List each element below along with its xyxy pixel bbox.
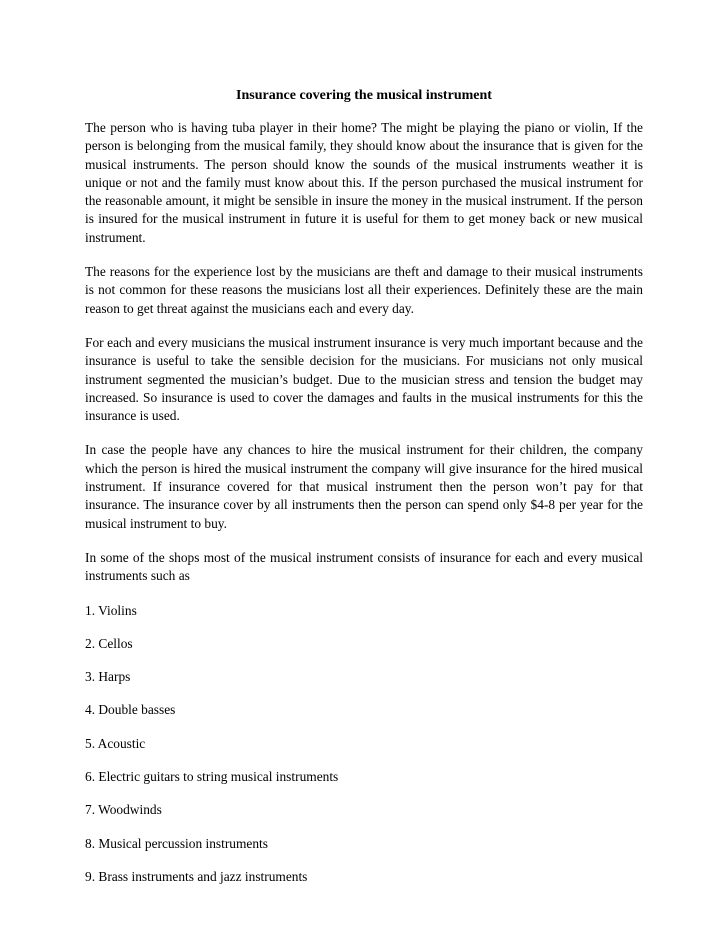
list-item-double-basses: 4. Double basses (85, 702, 176, 718)
paragraph-insurance-importance: For each and every musicians the musical instrument insurance is very much important because and the insurance is useful to take the sensible decision for the musicians. For musicians not only musical instrument segmented the musician’s budget. Due to the musician stress and tension the budget may increased. So insurance is used to cover the damages and faults in the musical instruments for this the insurance is used. (85, 334, 643, 424)
list-item-electric-guitars: 6. Electric guitars to string musical instruments (85, 769, 339, 785)
document-page (85, 86, 643, 901)
paragraph-hire-instrument: In case the people have any chances to hire the musical instrument for their children, the company which the person is hired the musical instrument the company will give insurance for the hired musical instrument. If insurance covered for that musical instrument then the person won’t pay for that insurance. The insurance cover by all instruments then the person can spend only $4-8 per year for the musical instrument to buy. (85, 442, 643, 531)
document-title: Insurance covering the musical instrument (236, 88, 492, 103)
paragraph-tuba-intro: The person who is having tuba player in their home? The might be playing the piano or violin, If the person is belonging from the musical family, they should know about the insurance that is given for the musical instruments. The person should know the sounds of the musical instruments weather it is unique or not and the family must know about this. If the person purchased the musical instrument for the reasonable amount, it might be sensible in insure the money in the musical instrument. If the person is insured for the musical instrument in future it is useful for them to get money back or new musical instrument. (85, 120, 643, 245)
list-item-percussion: 8. Musical percussion instruments (85, 835, 268, 851)
list-item-acoustic: 5. Acoustic (85, 735, 146, 751)
list-item-harps: 3. Harps (85, 669, 131, 685)
list-item-violins: 1. Violins (85, 602, 137, 618)
paragraph-experience-lost: The reasons for the experience lost by the musicians are theft and damage to their musical instruments is not common for these reasons the musicians lost all their experiences. Definitely these are the main reason to get threat against the musicians each and every day. (85, 264, 643, 316)
list-item-woodwinds: 7. Woodwinds (85, 802, 162, 818)
list-item-brass-jazz: 9. Brass instruments and jazz instruments (85, 868, 308, 884)
list-item-cellos: 2. Cellos (85, 635, 133, 651)
paragraph-shops-intro: In some of the shops most of the musical instrument consists of insurance for each and every musical instruments such as (85, 549, 643, 584)
instrument-list (85, 602, 643, 887)
